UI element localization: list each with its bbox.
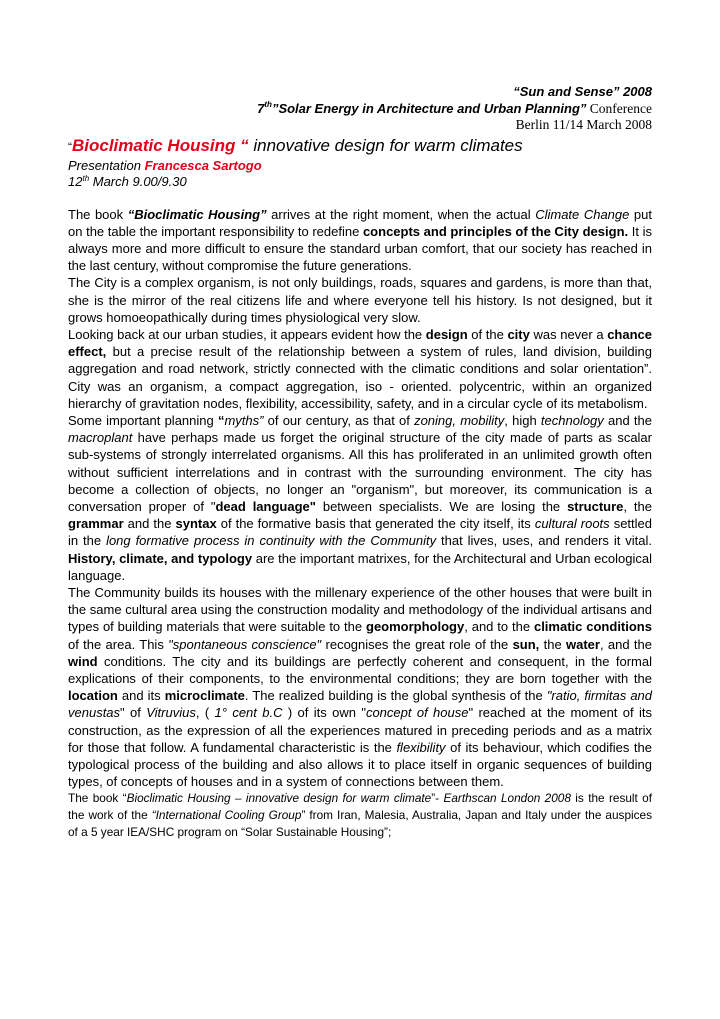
document-page [68, 84, 652, 841]
date-line: 12th March 9.00/9.30 [68, 173, 187, 189]
presentation-line: Presentation Francesca Sartogo [68, 157, 262, 173]
paragraph-6: The book “Bioclimatic Housing – innovative design for warm climate”- Earthscan London 2008 is the result of the work of the “International Cooling Group” from Iran, Malesia, Australia, Japan and Italy under the auspices of a 5 year IEA/SHC program on “Solar Sustainable Housing”; [68, 791, 653, 840]
document-title: “Bioclimatic Housing “ innovative design for warm climates [68, 135, 523, 155]
paragraph-1: The book “Bioclimatic Housing” arrives at the right moment, when the actual Climate Change put on the table the important responsibility to redefine concepts and principles of the City design. It is always more and more difficult to ensure the standard urban comfort, that our society has reached in the last century, without compromise the future generations. [68, 206, 653, 274]
paragraph-2: The City is a complex organism, is not only buildings, roads, squares and gardens, is more than that, she is the mirror of the real citizens life and where everyone tell his history. Is not designed, but it grows homoeopathically during times physiological very slow. [68, 275, 652, 325]
document-body [68, 206, 652, 842]
header-line-2: 7th”Solar Energy in Architecture and Urban Planning” Conference [257, 99, 652, 116]
conference-header [68, 84, 652, 134]
header-line-1: “Sun and Sense” 2008 [513, 84, 652, 99]
paragraph-3: Looking back at our urban studies, it appears evident how the design of the city was never a chance effect, but a precise result of the relationship between a system of rules, land division, building aggregation and road network, strictly connected with the climatic conditions and solar orientation”. City was an organism, a compact aggregation, iso - oriented. polycentric, within an organized hierarchy of gravitation nodes, flexibility, accessibility, safety, and in a circular cycle of its metabolism. [68, 326, 653, 411]
header-line-3: Berlin 11/14 March 2008 [515, 117, 652, 132]
paragraph-4: Some important planning “myths” of our century, as that of zoning, mobility, high technology and the macroplant have perhaps made us forget the original structure of the city made of parts as scalar sub-systems of strongly interrelated organisms. All this has proliferated in an unlimited growth often without sufficient interrelations and in contrast with the surrounding environment. The city has become a collection of objects, no longer an "organism", but moreover, its communication is a conversation proper of "dead language" between specialists. We are losing the structure, the grammar and the syntax of the formative basis that generated the city itself, its cultural roots settled in the long formative process in continuity with the Community that lives, uses, and renders it vital. History, climate, and typology are the important matrixes, for the Architectural and Urban ecological language. [68, 412, 653, 583]
paragraph-5: The Community builds its houses with the millenary experience of the other houses that were built in the same cultural area using the construction modality and methodology of the individual artisans and types of building materials that were suitable to the geomorphology, and to the climatic conditions of the area. This "spontaneous conscience" recognises the great role of the sun, the water, and the wind conditions. The city and its buildings are perfectly coherent and consequent, in the formal explications of their components, to the environmental conditions; they are born together with the location and its microclimate. The realized building is the global synthesis of the "ratio, firmitas and venustas" of Vitruvius, ( 1° cent b.C ) of its own "concept of house" reached at the moment of its construction, as the expression of all the experiences matured in preceding periods and as a matrix for those that follow. A fundamental characteristic is the flexibility of its behaviour, which codifies the typological process of the building and also allows it to place itself in organic sequences of building types, of concepts of houses and in a system of connections between them. [68, 584, 653, 790]
